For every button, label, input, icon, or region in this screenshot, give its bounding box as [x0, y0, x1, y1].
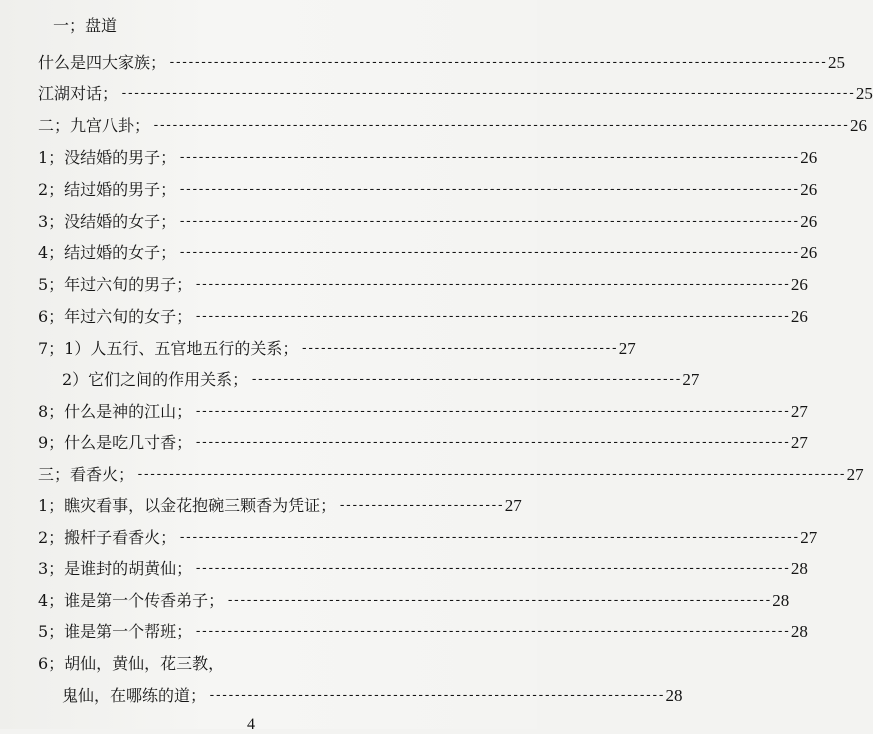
toc-leader-dashes: -------------------------------------------------------------------------------------------------------------------- — [120, 86, 854, 101]
toc-entry — [62, 684, 683, 708]
toc-entry — [38, 337, 636, 361]
toc-section-entry — [38, 463, 864, 487]
toc-entry — [38, 82, 873, 106]
toc-leader-dashes: ---------------------------------------------------------------------------------------------- — [194, 277, 789, 292]
toc-label: 2）它们之间的作用关系； — [62, 370, 249, 389]
toc-entry — [38, 400, 808, 424]
toc-entry — [62, 368, 700, 392]
toc-leader-dashes: -------------------------------------------------------------------------------------- — [226, 593, 771, 608]
toc-label: 8；什么是神的江山； — [38, 402, 193, 421]
footer-page-number: 4 — [247, 716, 255, 733]
toc-page-number: 27 — [846, 465, 864, 484]
toc-page-number: 27 — [504, 496, 522, 515]
toc-entry — [38, 652, 338, 676]
toc-entry — [38, 557, 808, 581]
toc-page-number: 25 — [828, 53, 845, 72]
toc-leader-dashes: ---------------------------------------------------------------------------------------------- — [194, 404, 789, 419]
toc-leader-dashes: -------------------------- — [338, 498, 503, 513]
toc-leader-dashes: -------------------------------------------------------------------------------------------------- — [178, 150, 799, 165]
toc-leader-dashes: -------------------------------------------------------------------- — [250, 372, 681, 387]
toc-entry — [38, 431, 808, 455]
toc-label: 鬼仙，在哪练的道； — [62, 686, 207, 705]
toc-label: 4；谁是第一个传香弟子； — [38, 591, 225, 610]
toc-label: 3；没结婚的女子； — [38, 212, 177, 231]
toc-entry — [38, 210, 818, 234]
toc-leader-dashes: ---------------------------------------------------------------------------------------------- — [194, 435, 789, 450]
toc-leader-dashes: -------------------------------------------------------------------------------------------------- — [178, 530, 799, 545]
toc-label: 5；谁是第一个帮班； — [38, 622, 193, 641]
toc-page-number: 27 — [790, 402, 808, 421]
toc-page-number: 28 — [665, 686, 683, 705]
toc-entry — [38, 589, 790, 613]
toc-label: 4；结过婚的女子； — [38, 243, 177, 262]
toc-section-entry — [38, 114, 867, 138]
toc-leader-dashes: -------------------------------------------------------------------------------------------------------- — [168, 55, 826, 70]
toc-page-number: 26 — [790, 275, 808, 294]
toc-label: 二；九宫八卦； — [38, 116, 151, 135]
toc-leader-dashes: -------------------------------------------------------------------------------------------------- — [178, 182, 799, 197]
toc-page-number: 27 — [618, 339, 636, 358]
toc-page-number: 26 — [800, 212, 818, 231]
toc-page-number: 27 — [800, 528, 818, 547]
toc-leader-dashes: -------------------------------------------------------------------------------------------------------------- — [152, 118, 848, 133]
toc-page-number: 27 — [682, 370, 700, 389]
toc-entry — [38, 494, 522, 518]
toc-page-number: 26 — [800, 148, 818, 167]
toc-entry — [38, 526, 818, 550]
toc-section-heading — [53, 14, 433, 38]
toc-entry — [38, 178, 818, 202]
toc-entry — [38, 305, 808, 329]
toc-label: 江湖对话； — [38, 84, 119, 103]
toc-label: 5；年过六旬的男子； — [38, 275, 193, 294]
toc-entry — [38, 51, 845, 75]
toc-label: 1；没结婚的男子； — [38, 148, 177, 167]
toc-page-number: 26 — [800, 243, 818, 262]
toc-leader-dashes: ------------------------------------------------------------------------ — [208, 688, 664, 703]
toc-leader-dashes: -------------------------------------------------- — [300, 341, 617, 356]
toc-entry — [38, 620, 808, 644]
toc-page-number: 28 — [772, 591, 790, 610]
toc-label: 2；结过婚的男子； — [38, 180, 177, 199]
toc-label: 3；是谁封的胡黄仙； — [38, 559, 193, 578]
toc-page-number: 26 — [800, 180, 818, 199]
toc-page-number: 25 — [855, 84, 873, 103]
toc-label: 什么是四大家族； — [38, 53, 167, 72]
toc-page-number: 26 — [849, 116, 867, 135]
toc-page-number: 26 — [790, 307, 808, 326]
toc-label: 一；盘道 — [53, 16, 118, 35]
toc-page-number: 28 — [790, 559, 808, 578]
toc-label: 2；搬杆子看香火； — [38, 528, 177, 547]
toc-label: 9；什么是吃几寸香； — [38, 433, 193, 452]
toc-leader-dashes: ---------------------------------------------------------------------------------------------- — [194, 561, 789, 576]
toc-label: 三；看香火； — [38, 465, 135, 484]
toc-page-number: 28 — [790, 622, 808, 641]
toc-leader-dashes: ---------------------------------------------------------------------------------------------- — [194, 624, 789, 639]
toc-leader-dashes: ---------------------------------------------------------------------------------------------- — [194, 309, 789, 324]
toc-label: 7；1）人五行、五官地五行的关系； — [38, 339, 299, 358]
toc-entry — [38, 273, 808, 297]
toc-entry — [38, 241, 818, 265]
toc-page-number: 27 — [790, 433, 808, 452]
toc-leader-dashes: -------------------------------------------------------------------------------------------------- — [178, 245, 799, 260]
toc-label: 1；瞧灾看事，以金花抱碗三颗香为凭证； — [38, 496, 337, 515]
toc-label: 6；年过六旬的女子； — [38, 307, 193, 326]
toc-label: 6；胡仙，黄仙，花三教， — [38, 654, 225, 673]
toc-leader-dashes: -------------------------------------------------------------------------------------------------- — [178, 214, 799, 229]
toc-leader-dashes: ---------------------------------------------------------------------------------------------------------------- — [136, 467, 845, 482]
toc-entry — [38, 146, 818, 170]
